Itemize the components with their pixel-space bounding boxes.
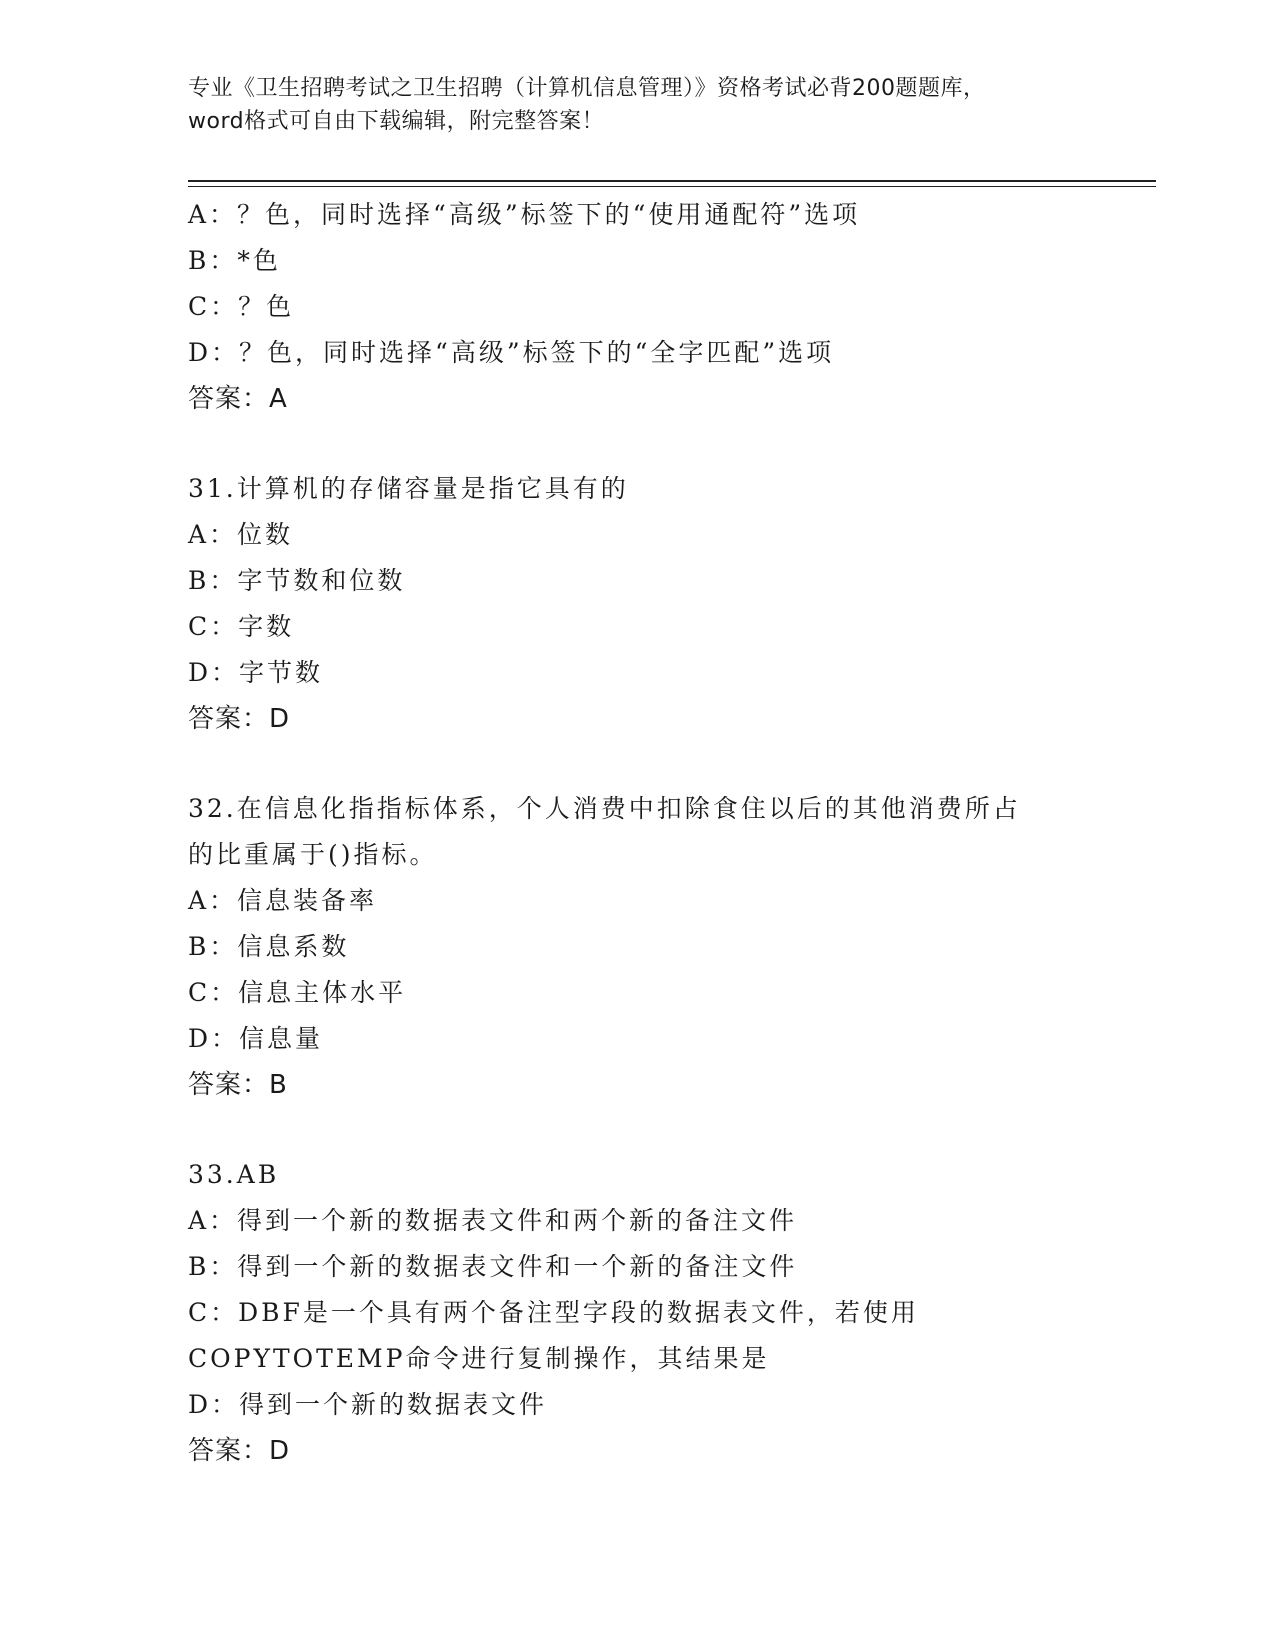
option-c: C：DBF是一个具有两个备注型字段的数据表文件，若使用COPYTOTEMP命令进行复制操作，其结果是	[188, 1298, 919, 1373]
header-line-2: word格式可自由下载编辑，附完整答案！	[188, 109, 605, 134]
option-c: C：？色	[188, 292, 295, 321]
previous-question-block	[188, 192, 1088, 422]
header-divider-thin	[188, 186, 1156, 187]
answer-line: 答案：A	[188, 384, 288, 414]
question-content	[188, 192, 1088, 1474]
option-d: D：信息量	[188, 1024, 324, 1053]
question-33-block	[188, 1152, 1088, 1474]
option-a: A：得到一个新的数据表文件和两个新的备注文件	[188, 1206, 798, 1235]
option-d: D：得到一个新的数据表文件	[188, 1390, 548, 1419]
option-a: A：位数	[188, 520, 294, 549]
question-title: 31.计算机的存储容量是指它具有的	[188, 474, 629, 503]
question-title: 33.AB	[188, 1160, 280, 1189]
option-b: B：字节数和位数	[188, 566, 406, 595]
header-divider-thick	[188, 180, 1156, 182]
answer-line: 答案：D	[188, 704, 291, 734]
answer-line: 答案：D	[188, 1436, 291, 1466]
question-title: 32.在信息化指指标体系，个人消费中扣除食住以后的其他消费所占的比重属于()指标。	[188, 794, 1021, 869]
option-b: B：信息系数	[188, 932, 350, 961]
option-c: C：字数	[188, 612, 295, 641]
option-b: B：*色	[188, 246, 281, 275]
option-a: A：？色，同时选择“高级”标签下的“使用通配符”选项	[188, 200, 861, 229]
option-d: D：字节数	[188, 658, 324, 687]
option-c: C：信息主体水平	[188, 978, 407, 1007]
option-b: B：得到一个新的数据表文件和一个新的备注文件	[188, 1252, 798, 1281]
question-31-block	[188, 466, 1088, 742]
option-d: D：？色，同时选择“高级”标签下的“全字匹配”选项	[188, 338, 835, 367]
header-line-1: 专业《卫生招聘考试之卫生招聘（计算机信息管理）》资格考试必背200题题库，	[188, 76, 986, 101]
question-32-block	[188, 786, 1088, 1108]
option-a: A：信息装备率	[188, 886, 378, 915]
answer-line: 答案：B	[188, 1070, 288, 1100]
document-header	[188, 72, 1088, 138]
